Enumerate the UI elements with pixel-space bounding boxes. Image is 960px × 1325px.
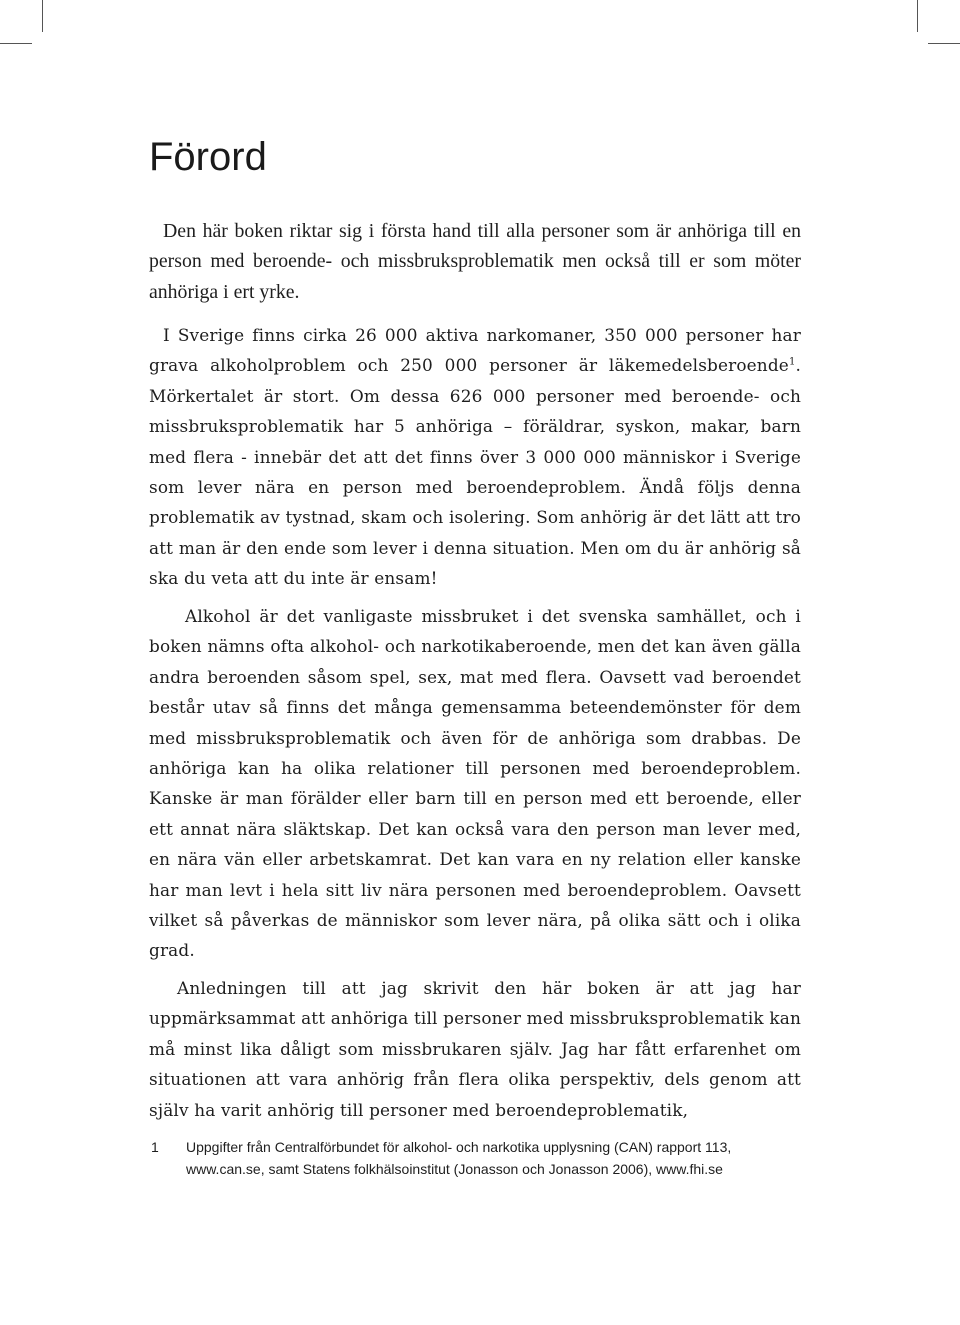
paragraph-intro: Den här boken riktar sig i första hand till alla personer som är anhöriga till en person med beroende- och missbruksproblematik men också till er som möter anhöriga i ert yrke. (149, 220, 801, 303)
crop-mark-top-left (42, 0, 43, 32)
crop-mark-left-top (0, 43, 32, 44)
footnote-number: 1 (151, 1139, 159, 1155)
paragraph-alcohol: Alkohol är det vanligaste missbruket i det svenska samhället, och i boken nämns ofta alkohol- och narkotikaberoende, men det kan även gälla andra beroenden såsom spel, sex, mat med flera. Oavsett vad beroendet består utav så finns det många gemensamma beteendemönster för dem med missbruksproblematik och även för de anhöriga som drabbas. De anhöriga kan ha olika relationer till personen med beroendeproblem. Kanske är man förälder eller barn till en person med ett beroende, eller ett annat nära släktskap. Det kan också vara den person man lever med, en nära vän eller arbetskamrat. Det kan vara en ny relation eller kanske har man levt i hela sitt liv nära personen med beroendeproblem. Oavsett vilket så påverkas de människor som lever nära, på olika sätt och i olika grad. (149, 606, 801, 961)
footnote-text: Uppgifter från Centralförbundet för alkohol- och narkotika upplysning (CAN) rapport 113, www.can.se, samt Statens folkhälsoinstitut (Jonasson och Jonasson 2006), www.fhi.se (186, 1139, 732, 1177)
crop-mark-top-right (917, 0, 918, 32)
paragraph-statistics-text-continued: . Mörkertalet är stort. Om dessa 626 000 personer med beroende- och missbruksproblematik har 5 anhöriga – föräldrar, syskon, makar, barn med flera - innebär det att det finns över 3 000 000 människor i Sverige som lever nära en person med beroendeproblem. Ändå följs denna problematik av tystnad, skam och isolering. Som anhörig är det lätt att tro att man är den ende som lever i denna situation. Men om du är anhörig så ska du veta att du inte är ensam! (149, 355, 801, 589)
paragraph-statistics-text: I Sverige finns cirka 26 000 aktiva narkomaner, 350 000 personer har grava alkoholproblem och 250 000 personer är läkemedelsberoende (149, 325, 801, 376)
paragraph-statistics (149, 320, 801, 594)
page-title: Förord (149, 135, 267, 179)
crop-mark-right-top (928, 43, 960, 44)
footnote-reference: 1 (788, 356, 796, 368)
paragraph-motivation: Anledningen till att jag skrivit den här boken är att jag har uppmärksammat att anhöriga till personer med missbruksproblematik kan må minst lika dåligt som missbrukaren själv. Jag har fått erfarenhet om situationen att vara anhörig från flera olika perspektiv, dels genom att själv ha varit anhörig till personer med beroendeproblematik, (149, 978, 801, 1120)
footnote (149, 1137, 801, 1180)
